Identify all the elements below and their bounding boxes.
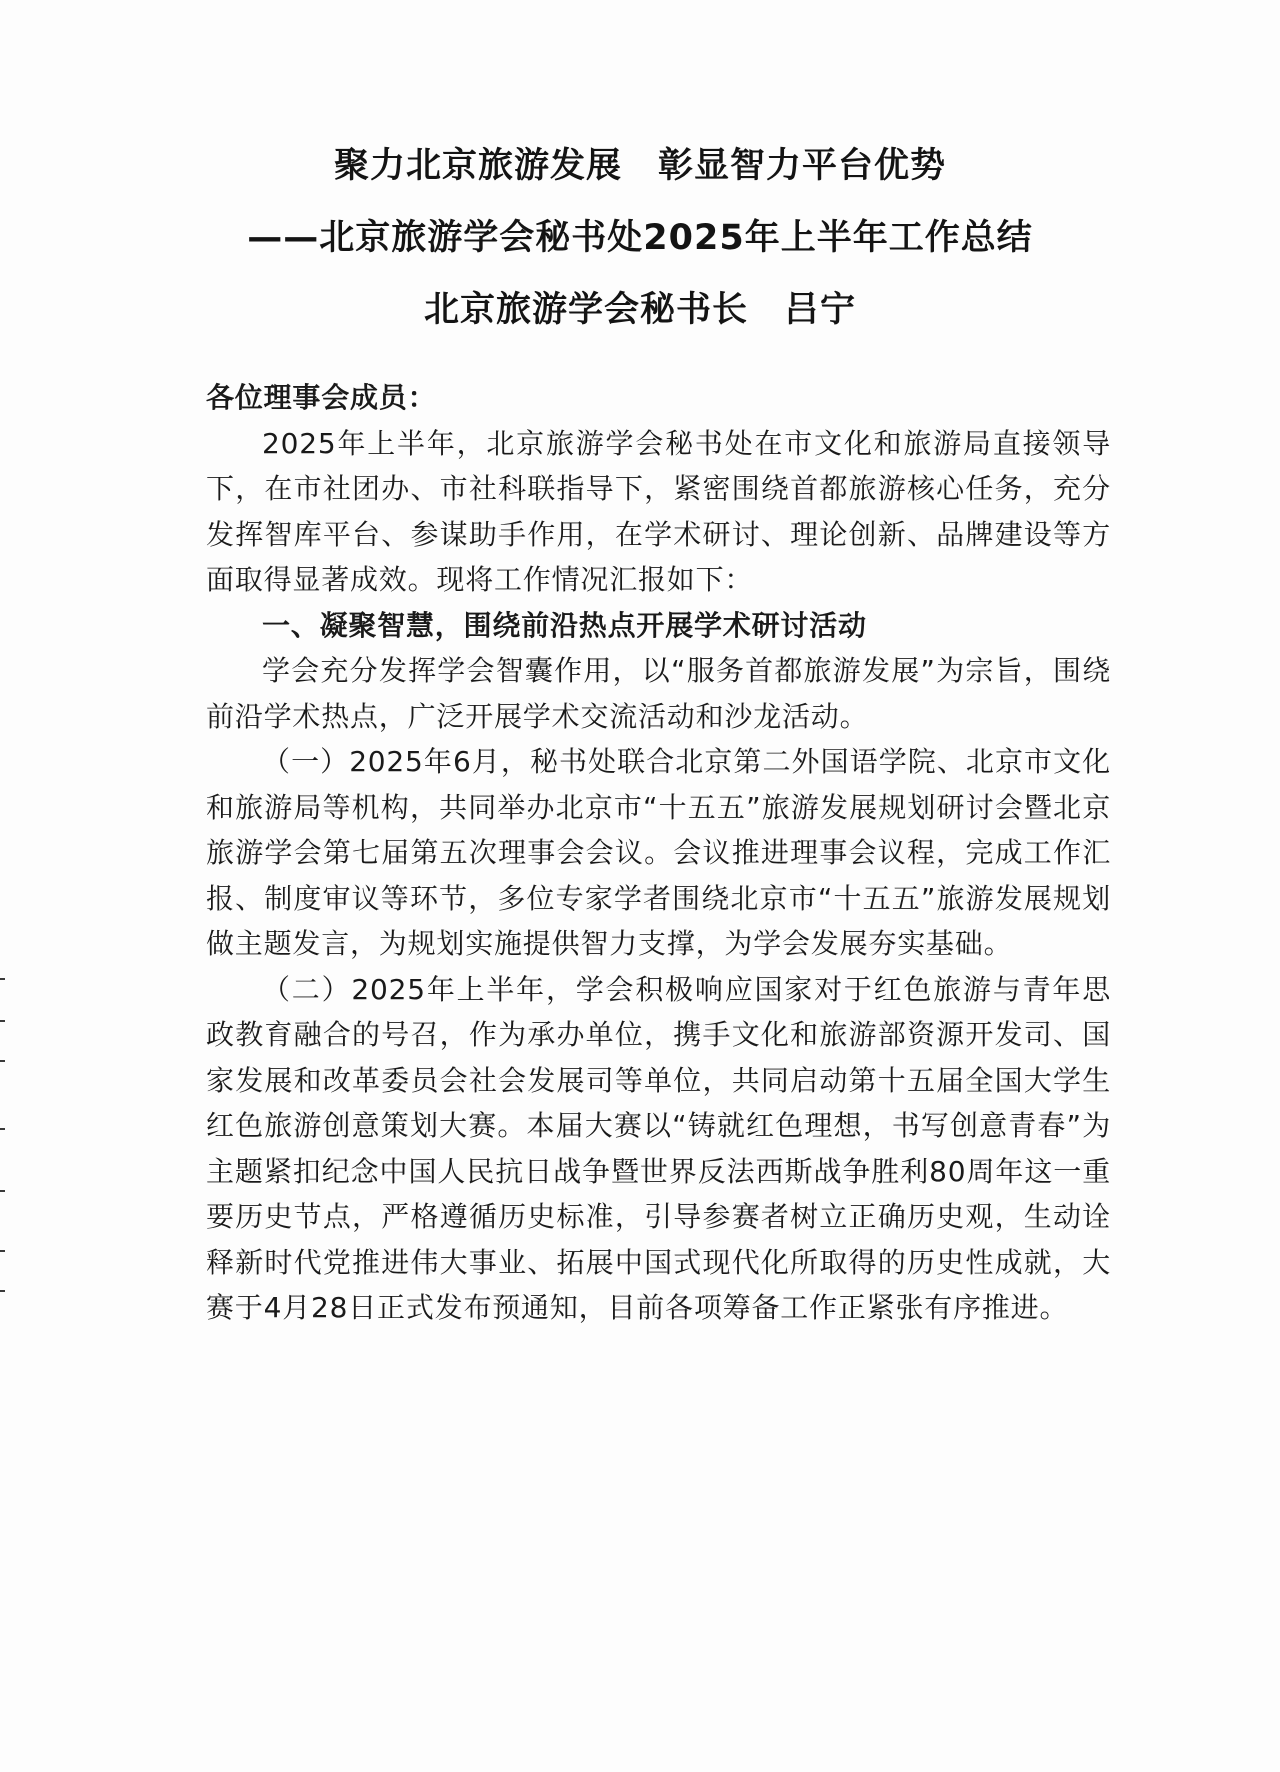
- binding-mark: [0, 1020, 5, 1022]
- section-intro-paragraph: 学会充分发挥学会智囊作用，以“服务首都旅游发展”为宗旨，围绕前沿学术热点，广泛开展学术交流活动和沙龙活动。: [206, 654, 1111, 733]
- title-block: [0, 130, 1280, 346]
- document-title: 聚力北京旅游发展 彰显智力平台优势: [333, 146, 946, 186]
- intro-paragraph: 2025年上半年，北京旅游学会秘书处在市文化和旅游局直接领导下，在市社团办、市社科联指导下，紧密围绕首都旅游核心任务，充分发挥智库平台、参谋助手作用，在学术研讨、理论创新、品牌建设等方面取得显著成效。现将工作情况汇报如下：: [206, 426, 1111, 596]
- author-line: 北京旅游学会秘书长 吕宁: [423, 290, 856, 330]
- item-one-paragraph: （一）2025年6月，秘书处联合北京第二外国语学院、北京市文化和旅游局等机构，共同举办北京市“十五五”旅游发展规划研讨会暨北京旅游学会第七届第五次理事会会议。会议推进理事会议程，完成工作汇报、制度审议等环节，多位专家学者围绕北京市“十五五”旅游发展规划做主题发言，为规划实施提供智力支撑，为学会发展夯实基础。: [206, 745, 1111, 960]
- binding-mark: [0, 1250, 5, 1252]
- document-subtitle: ——北京旅游学会秘书处2025年上半年工作总结: [247, 218, 1033, 258]
- binding-mark: [0, 1190, 5, 1192]
- binding-mark: [0, 1128, 5, 1130]
- salutation: 各位理事会成员：: [206, 381, 437, 414]
- binding-mark: [0, 1290, 5, 1292]
- binding-mark: [0, 978, 5, 980]
- section-heading: 一、凝聚智慧，围绕前沿热点开展学术研讨活动: [262, 608, 867, 642]
- document-body: [206, 375, 1111, 1331]
- binding-mark: [0, 1060, 5, 1062]
- item-two-paragraph: （二）2025年上半年，学会积极响应国家对于红色旅游与青年思政教育融合的号召，作为承办单位，携手文化和旅游部资源开发司、国家发展和改革委员会社会发展司等单位，共同启动第十五届全国大学生红色旅游创意策划大赛。本届大赛以“铸就红色理想，书写创意青春”为主题紧扣纪念中国人民抗日战争暨世界反法西斯战争胜利80周年这一重要历史节点，严格遵循历史标准，引导参赛者树立正确历史观，生动诠释新时代党推进伟大事业、拓展中国式现代化所取得的历史性成就，大赛于4月28日正式发布预通知，目前各项筹备工作正紧张有序推进。: [206, 972, 1111, 1324]
